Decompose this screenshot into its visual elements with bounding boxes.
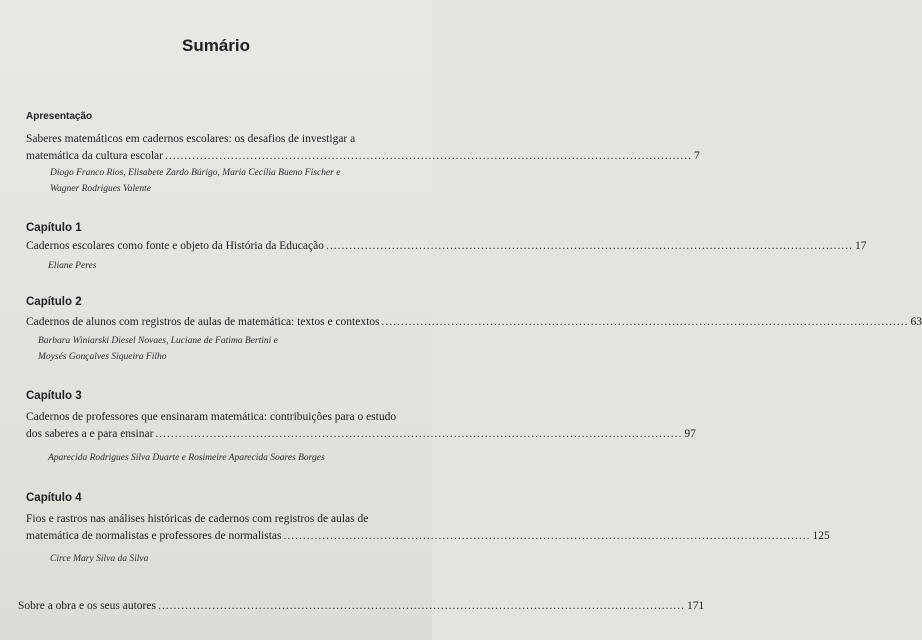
page-title: Sumário — [181, 36, 251, 55]
page-number: 171 — [686, 600, 705, 612]
author-line: Aparecida Rodrigues Silva Duarte e Rosimeire Aparecida Soares Borges — [48, 453, 325, 463]
toc-entry-apresentacao[interactable] — [26, 131, 700, 165]
page-number: 63 — [910, 316, 922, 328]
entry-title-line: Fios e rastros nas análises históricas de cadernos com registros de aulas de — [26, 513, 369, 525]
entry-authors — [48, 450, 325, 466]
dot-leader: ........................................................................................................................................ — [283, 530, 811, 542]
section-heading-capitulo-3: Capítulo 3 — [26, 390, 82, 402]
entry-title-line-with-page — [26, 528, 830, 545]
entry-title-line: Sobre a obra e os seus autores — [18, 600, 156, 612]
entry-title-line: Cadernos de alunos com registros de aulas de matemática: textos e contextos — [26, 316, 380, 328]
page-number: 7 — [693, 150, 700, 162]
author-line: Circe Mary Silva da Silva — [50, 554, 149, 564]
entry-title-line-with-page — [26, 238, 867, 255]
entry-authors — [48, 258, 96, 274]
author-line: Diogo Franco Rios, Elisabete Zardo Búrigo, Maria Cecília Bueno Fischer e — [50, 168, 341, 178]
entry-title-line-with-page — [26, 426, 696, 443]
section-heading-capitulo-4: Capítulo 4 — [26, 492, 82, 504]
dot-leader: ........................................................................................................................................ — [164, 150, 692, 162]
author-line: Barbara Winiarski Diesel Novaes, Luciane de Fatima Bertini e — [38, 336, 278, 346]
author-line: Eliane Peres — [48, 261, 97, 271]
entry-authors — [50, 165, 340, 197]
entry-title-line: Saberes matemáticos em cadernos escolares: os desafios de investigar a — [26, 133, 356, 145]
entry-title-line-with-page — [26, 314, 922, 331]
author-line: Moysés Gonçalves Siqueira Filho — [38, 352, 167, 362]
dot-leader: ........................................................................................................................................ — [325, 240, 853, 252]
entry-authors — [50, 551, 148, 567]
dot-leader: ........................................................................................................................................ — [155, 428, 683, 440]
author-line: Wagner Rodrigues Valente — [50, 184, 151, 194]
entry-title-line-with-page — [18, 598, 705, 615]
section-heading-capitulo-1: Capítulo 1 — [26, 222, 82, 234]
dot-leader: ........................................................................................................................................ — [381, 316, 909, 328]
toc-entry-sobre-a-obra[interactable] — [18, 598, 705, 615]
entry-authors — [38, 333, 278, 365]
toc-entry-capitulo-3[interactable] — [26, 409, 696, 443]
entry-title-line: Cadernos escolares como fonte e objeto da História da Educação — [26, 240, 324, 252]
toc-entry-capitulo-4[interactable] — [26, 511, 830, 545]
entry-title-line: dos saberes a e para ensinar — [26, 428, 154, 440]
entry-title-line: matemática da cultura escolar — [26, 150, 163, 162]
page-number: 125 — [812, 530, 830, 542]
entry-title-line-with-page — [26, 148, 700, 165]
dot-leader: ........................................................................................................................................ — [157, 600, 685, 612]
entry-title-line: matemática de normalistas e professores de normalistas — [26, 530, 282, 542]
page-number: 17 — [854, 240, 867, 252]
section-heading-capitulo-2: Capítulo 2 — [26, 296, 82, 308]
toc-entry-capitulo-1[interactable] — [26, 238, 867, 255]
section-heading-apresentacao: Apresentação — [26, 111, 93, 122]
toc-entry-capitulo-2[interactable] — [26, 314, 922, 331]
page-number: 97 — [684, 428, 696, 440]
entry-title-line: Cadernos de professores que ensinaram matemática: contribuições para o estudo — [26, 411, 397, 423]
